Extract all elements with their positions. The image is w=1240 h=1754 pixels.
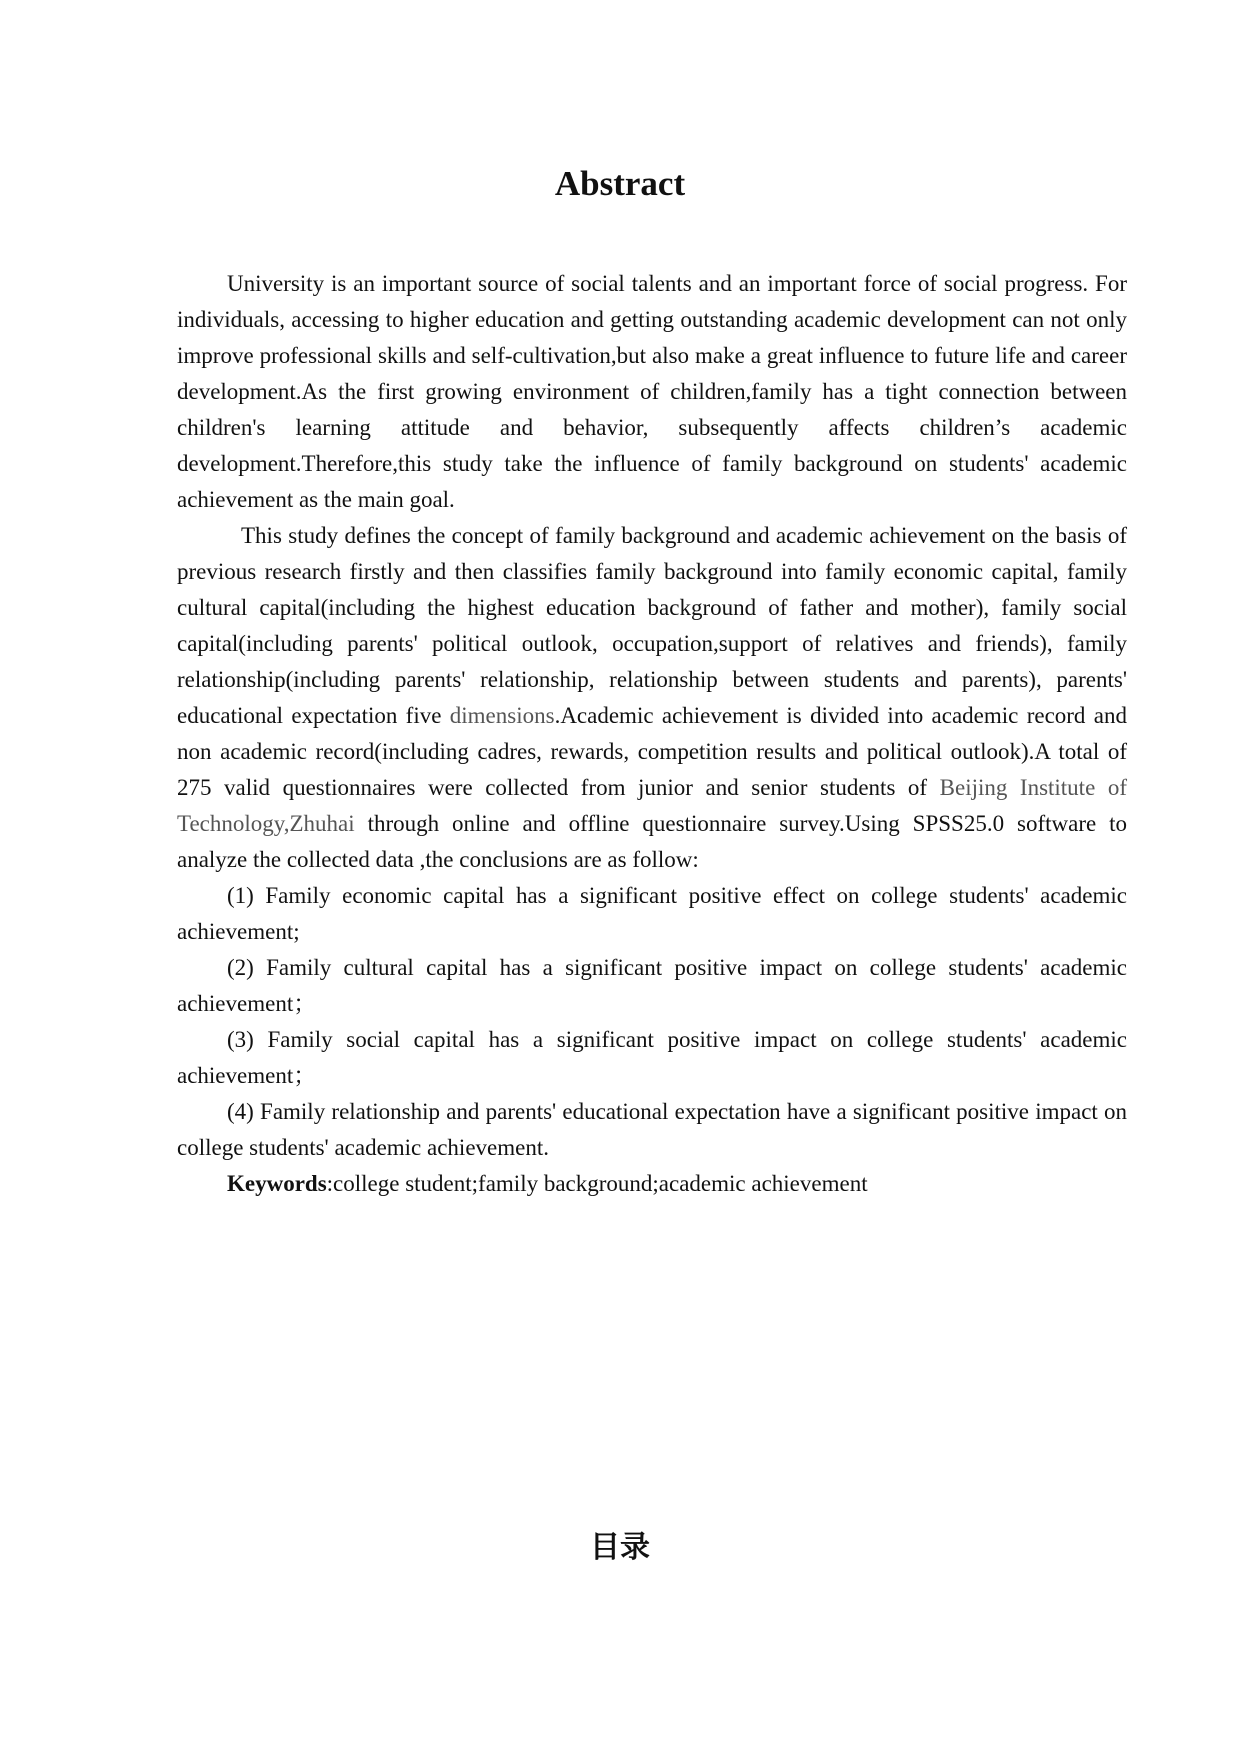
- keywords-line: [177, 1166, 1127, 1202]
- method-text-institution: Beijing Institute of Technology,Zhuhai: [177, 775, 1127, 836]
- method-text-dimensions: dimensions: [449, 703, 555, 728]
- method-text-part1: This study defines the concept of family background and academic achievement on the basis of previous research firstly and then classifies family background into family economic capital, family cultural capital(including the highest education background of father and mother), family social capital(including parents' political outlook, occupation,support of relatives and friends), family relationship(including parents' relationship, relationship between students and parents), parents' educational expectation five: [177, 523, 1127, 728]
- abstract-body: [177, 266, 1127, 1202]
- method-text-part2: .Academic achievement is divided into academic record and non academic record(including cadres, rewards, competition results and political outlook).A total of 275 valid questionnaires were collected from junior and senior students of: [177, 703, 1127, 800]
- toc-title: 目录: [590, 1530, 650, 1565]
- conclusion-item: (2) Family cultural capital has a significant positive impact on college students' academic achievement；: [177, 955, 1127, 1016]
- conclusion-item: (3) Family social capital has a significant positive impact on college students' academic achievement；: [177, 1027, 1127, 1088]
- keywords-label: Keywords: [227, 1171, 327, 1196]
- abstract-paragraph-method: [177, 518, 1127, 878]
- conclusion-item: (1) Family economic capital has a significant positive effect on college students' academic achievement;: [177, 883, 1127, 944]
- abstract-title: Abstract: [554, 164, 686, 203]
- conclusion-item: (4) Family relationship and parents' educational expectation have a significant positive impact on college students' academic achievement.: [177, 1099, 1127, 1160]
- abstract-paragraph-intro: University is an important source of social talents and an important force of social progress. For individuals, accessing to higher education and getting outstanding academic development can not only improve professional skills and self-cultivation,but also make a great influence to future life and career development.As the first growing environment of children,family has a tight connection between children's learning attitude and behavior, subsequently affects children’s academic development.Therefore,this study take the influence of family background on students' academic achievement as the main goal.: [177, 271, 1127, 512]
- method-text-part3: through online and offline questionnaire survey.Using SPSS25.0 software to analyze the collected data ,the conclusions are as follow:: [177, 811, 1127, 872]
- keywords-text: :college student;family background;academic achievement: [326, 1171, 868, 1196]
